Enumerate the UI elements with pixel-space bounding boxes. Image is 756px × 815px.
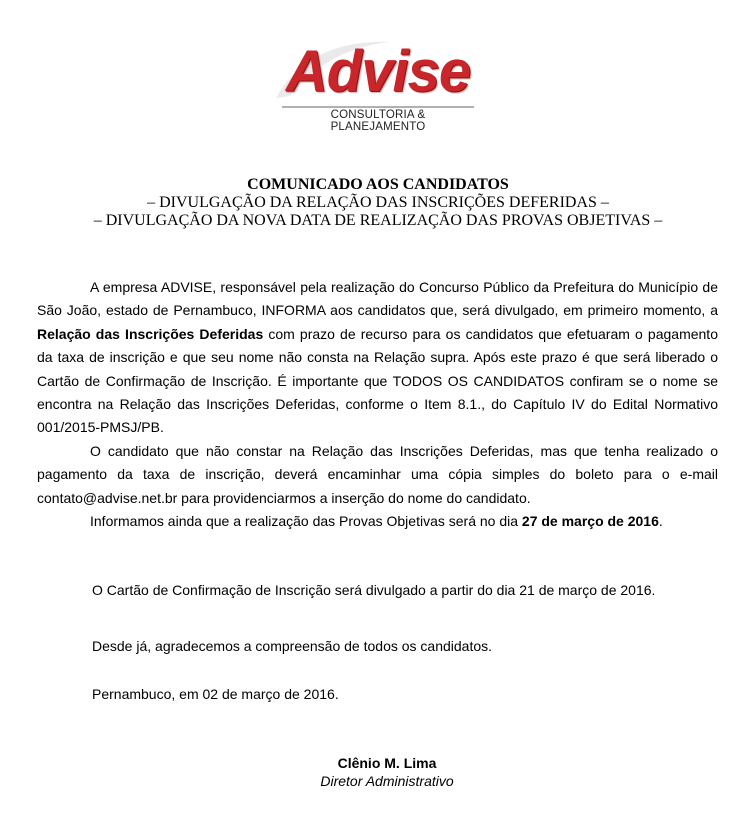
paragraph-announcement: A empresa ADVISE, responsável pela realização do Concurso Público da Prefeitura do Município de São João, estado de Pernambuco, INFORMA aos candidatos que, será divulgado, em primeiro momento, a Relação das Inscrições Deferidas com prazo de recurso para os candidatos que efetuaram o pagamento da taxa de inscrição e que seu nome não consta na Relação supra. Após este prazo é que será liberado o Cartão de Confirmação de Inscrição. É importante que TODOS OS CANDIDATOS confiram se o nome se encontra na Relação das Inscrições Deferidas, conforme o Item 8.1., do Capítulo IV do Edital Normativo 001/2015-PMSJ/PB.	[37, 279, 718, 436]
notice-subtitle-2: – DIVULGAÇÃO DA NOVA DATA DE REALIZAÇÃO DAS PROVAS OBJETIVAS –	[93, 212, 663, 229]
paragraph-exam-date: Informamos ainda que a realização das Provas Objetivas será no dia 27 de março de 2016.	[90, 513, 663, 530]
notice-heading	[0, 176, 756, 230]
line-date-place: Pernambuco, em 02 de março de 2016.	[92, 686, 339, 702]
signature-role: Diretor Administrativo	[320, 773, 454, 789]
logo-divider	[282, 106, 474, 108]
notice-title: COMUNICADO AOS CANDIDATOS	[247, 176, 509, 193]
line-thanks: Desde já, agradecemos a compreensão de todos os candidatos.	[92, 638, 493, 654]
highlight-relacao: Relação das Inscrições Deferidas	[37, 325, 264, 342]
signature-name: Clênio M. Lima	[337, 755, 437, 771]
advise-logo	[270, 36, 480, 133]
notice-subtitle-1: – DIVULGAÇÃO DA RELAÇÃO DAS INSCRIÇÕES DEFERIDAS –	[147, 194, 609, 211]
line-cartao: O Cartão de Confirmação de Inscrição será divulgado a partir do dia 21 de março de 2016.	[92, 582, 656, 598]
highlight-exam-date: 27 de março de 2016	[521, 513, 659, 530]
signature-block	[0, 754, 756, 790]
logo-wordmark: Advise	[285, 39, 471, 104]
paragraph-instructions: O candidato que não constar na Relação das Inscrições Deferidas, mas que tenha realizado o pagamento da taxa de inscrição, deverá encaminhar uma cópia simples do boleto para o e-mail contato@advise.net.br para providenciarmos a inserção do nome do candidato.	[37, 442, 718, 506]
logo-tagline: CONSULTORIA & PLANEJAMENTO	[330, 109, 426, 133]
notice-body	[37, 276, 718, 533]
